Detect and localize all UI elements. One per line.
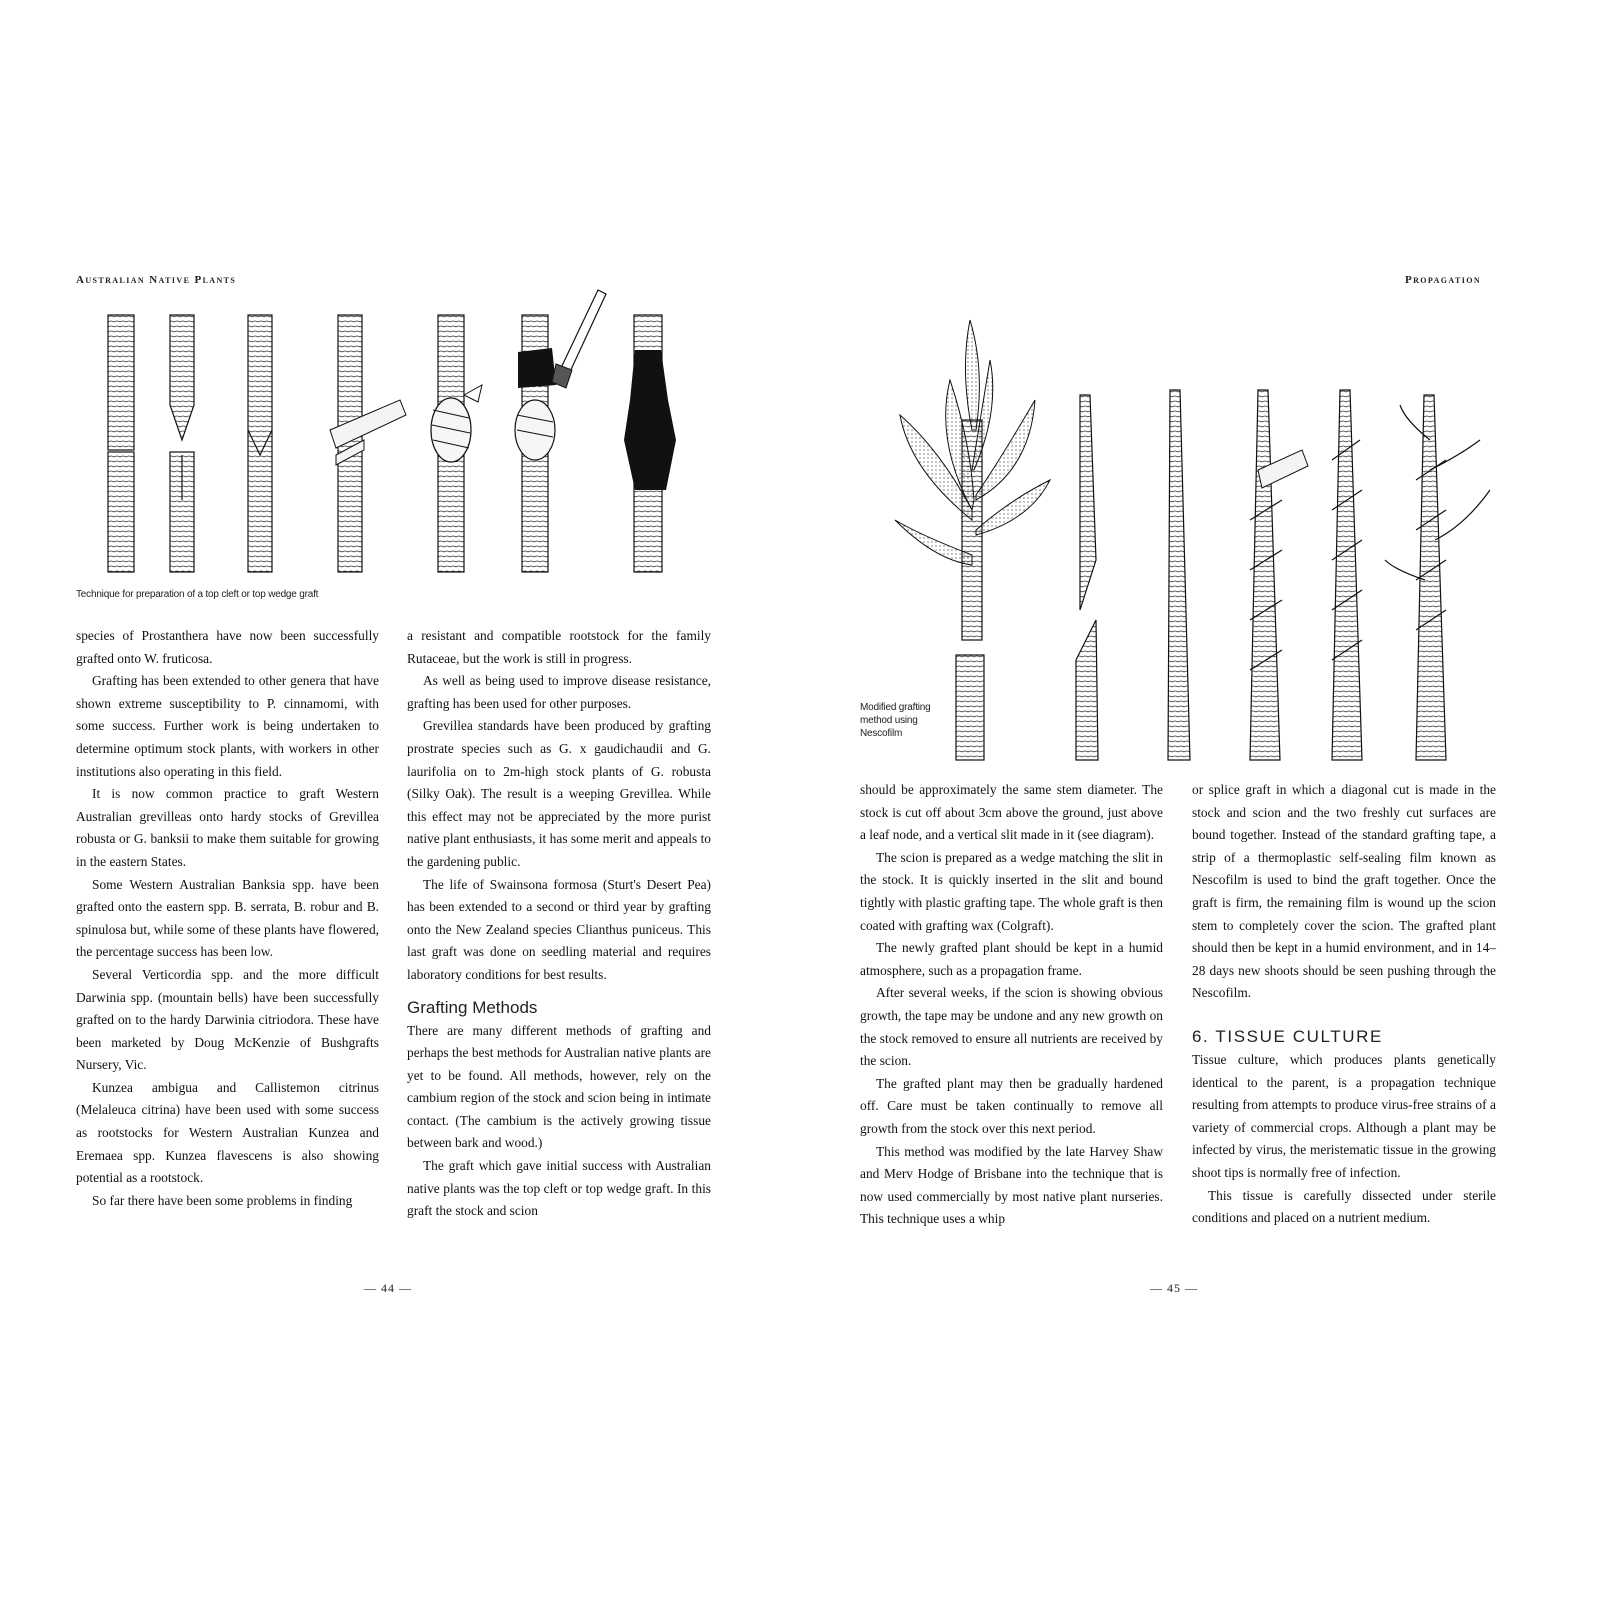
running-head-left: Australian Native Plants <box>76 274 237 286</box>
leafy-scion <box>895 320 1050 760</box>
stem-1 <box>108 315 134 572</box>
page-number-left: — 44 — <box>364 1281 412 1295</box>
shooting-stem <box>1385 395 1490 760</box>
paragraph: species of Prostanthera have now been successfully grafted onto W. fruticosa. <box>76 628 379 666</box>
paragraph: As well as being used to improve disease resistance, grafting has been used for other purposes. <box>407 673 711 711</box>
stem-2 <box>170 315 194 572</box>
paragraph: Grevillea standards have been produced by grafting prostrate species such as G. x gaudichaudii and G. laurifolia on to 2m-high stock plants of G. robusta (Silky Oak). The result is a weeping Grevillea. While this effect may not be appreciated by the more purist native plant enthusiasts, it has some merit and appeals to the gardening public. <box>407 718 711 869</box>
section-heading: Grafting Methods <box>407 997 538 1017</box>
right-page-column-2 <box>1192 779 1496 1230</box>
paragraph: The graft which gave initial success with Australian native plants was the top cleft or top wedge graft. In this graft the stock and scion <box>407 1158 711 1219</box>
paragraph: a resistant and compatible rootstock for the family Rutaceae, but the work is still in progress. <box>407 628 711 666</box>
paragraph: Kunzea ambigua and Callistemon citrinus (Melaleuca citrina) have been used with some success as rootstocks for Western Australian Kunzea and Eremaea spp. Kunzea flavescens is also showing potential as a rootstock. <box>76 1079 379 1186</box>
stem-4 <box>330 315 406 572</box>
paragraph: or splice graft in which a diagonal cut is made in the stock and scion and the two freshly cut surfaces are bound together. Instead of the standard grafting tape, a strip of a thermoplastic self-sealing film known as Nescofilm is used to bind the graft together. Once the graft is firm, the remaining film is wound up the scion stem to completely cover the scion. The grafted plant should then be kept in a humid environment, and in 14–28 days new shoots should be seen pushing through the Nescofilm. <box>1192 782 1496 1001</box>
paragraph: This method was modified by the late Harvey Shaw and Merv Hodge of Brisbane into the technique that is now used commercially by most native plant nurseries. This technique uses a whip <box>860 1143 1163 1227</box>
nescofilm-graft-illustration <box>890 320 1510 760</box>
paragraph: It is now common practice to graft Western Australian grevilleas onto hardy stocks of Grevillea robusta or G. banksii to make them suitable for growing in the eastern States. <box>76 786 379 869</box>
left-page-column-1 <box>76 625 379 1212</box>
paragraph: Tissue culture, which produces plants genetically identical to the parent, is a propagation technique resulting from attempts to produce virus-free strains of a variety of commercial crops. Although a plant may be infected by virus, the meristematic tissue in the growing shoot tips is normally free of infection. <box>1192 1051 1496 1180</box>
stem-6 <box>515 290 606 572</box>
page-number-right: — 45 — <box>1150 1281 1198 1295</box>
figure-caption-left: Technique for preparation of a top cleft or top wedge graft <box>76 589 319 600</box>
paragraph: Some Western Australian Banksia spp. have been grafted onto the eastern spp. B. serrata, B. robur and B. spinulosa but, while some of these plants have flowered, the percentage success has been low. <box>76 876 379 960</box>
paragraph: So far there have been some problems in finding <box>92 1192 353 1208</box>
paragraph: The life of Swainsona formosa (Sturt's Desert Pea) has been extended to a second or third year by grafting onto the New Zealand species Clianthus puniceus. This last graft was done on seedling material and requires laboratory conditions for best results. <box>407 876 711 982</box>
paragraph: There are many different methods of grafting and perhaps the best methods for Australian native plants are yet to be found. All methods, however, rely on the cambium region of the stock and scion being in intimate contact. (The cambium is the actively growing tissue between bark and wood.) <box>407 1022 711 1151</box>
paragraph: Several Verticordia spp. and the more difficult Darwinia spp. (mountain bells) have been successfully grafted on to the hardy Darwinia citriodora. These have been marketed by Doug McKenzie of Bushgrafts Nursery, Vic. <box>76 966 379 1073</box>
film-covered-stem <box>1332 390 1362 760</box>
paragraph: The scion is prepared as a wedge matching the slit in the stock. It is quickly inserted in the slit and bound tightly with plastic grafting tape. The whole graft is then coated with grafting wax (Colgraft). <box>860 849 1163 933</box>
section-heading: 6. TISSUE CULTURE <box>1192 1026 1383 1046</box>
left-page-column-2 <box>407 625 711 1223</box>
right-page-column-1 <box>860 779 1163 1231</box>
stem-3 <box>248 315 272 572</box>
film-wrap-stem <box>1250 390 1308 760</box>
figure-caption-right: Modified grafting method using Nescofilm <box>860 702 931 739</box>
paragraph: The newly grafted plant should be kept in a humid atmosphere, such as a propagation frame. <box>860 940 1163 978</box>
stem-5 <box>431 315 482 572</box>
paragraph: Grafting has been extended to other genera that have shown extreme susceptibility to P. cinnamomi, with some success. Further work is being undertaken to determine optimum stock plants, with workers in other institutions also operating in this field. <box>76 673 379 779</box>
paragraph: After several weeks, if the scion is showing obvious growth, the tape may be undone and any new growth on the stock removed to ensure all nutrients are received by the scion. <box>860 985 1163 1069</box>
diagonal-cut-stem <box>1076 395 1098 760</box>
paragraph: should be approximately the same stem diameter. The stock is cut off about 3cm above the ground, just above a leaf node, and a vertical slit made in it (see diagram). <box>860 782 1163 843</box>
stem-7 <box>624 315 676 572</box>
running-head-right: Propagation <box>1405 274 1482 286</box>
cleft-graft-illustration <box>90 290 730 580</box>
paragraph: The grafted plant may then be gradually hardened off. Care must be taken continually to remove all growth from the stock over this next period. <box>860 1075 1163 1136</box>
paragraph: This tissue is carefully dissected under sterile conditions and placed on a nutrient medium. <box>1192 1187 1496 1226</box>
joined-stem <box>1168 390 1190 760</box>
